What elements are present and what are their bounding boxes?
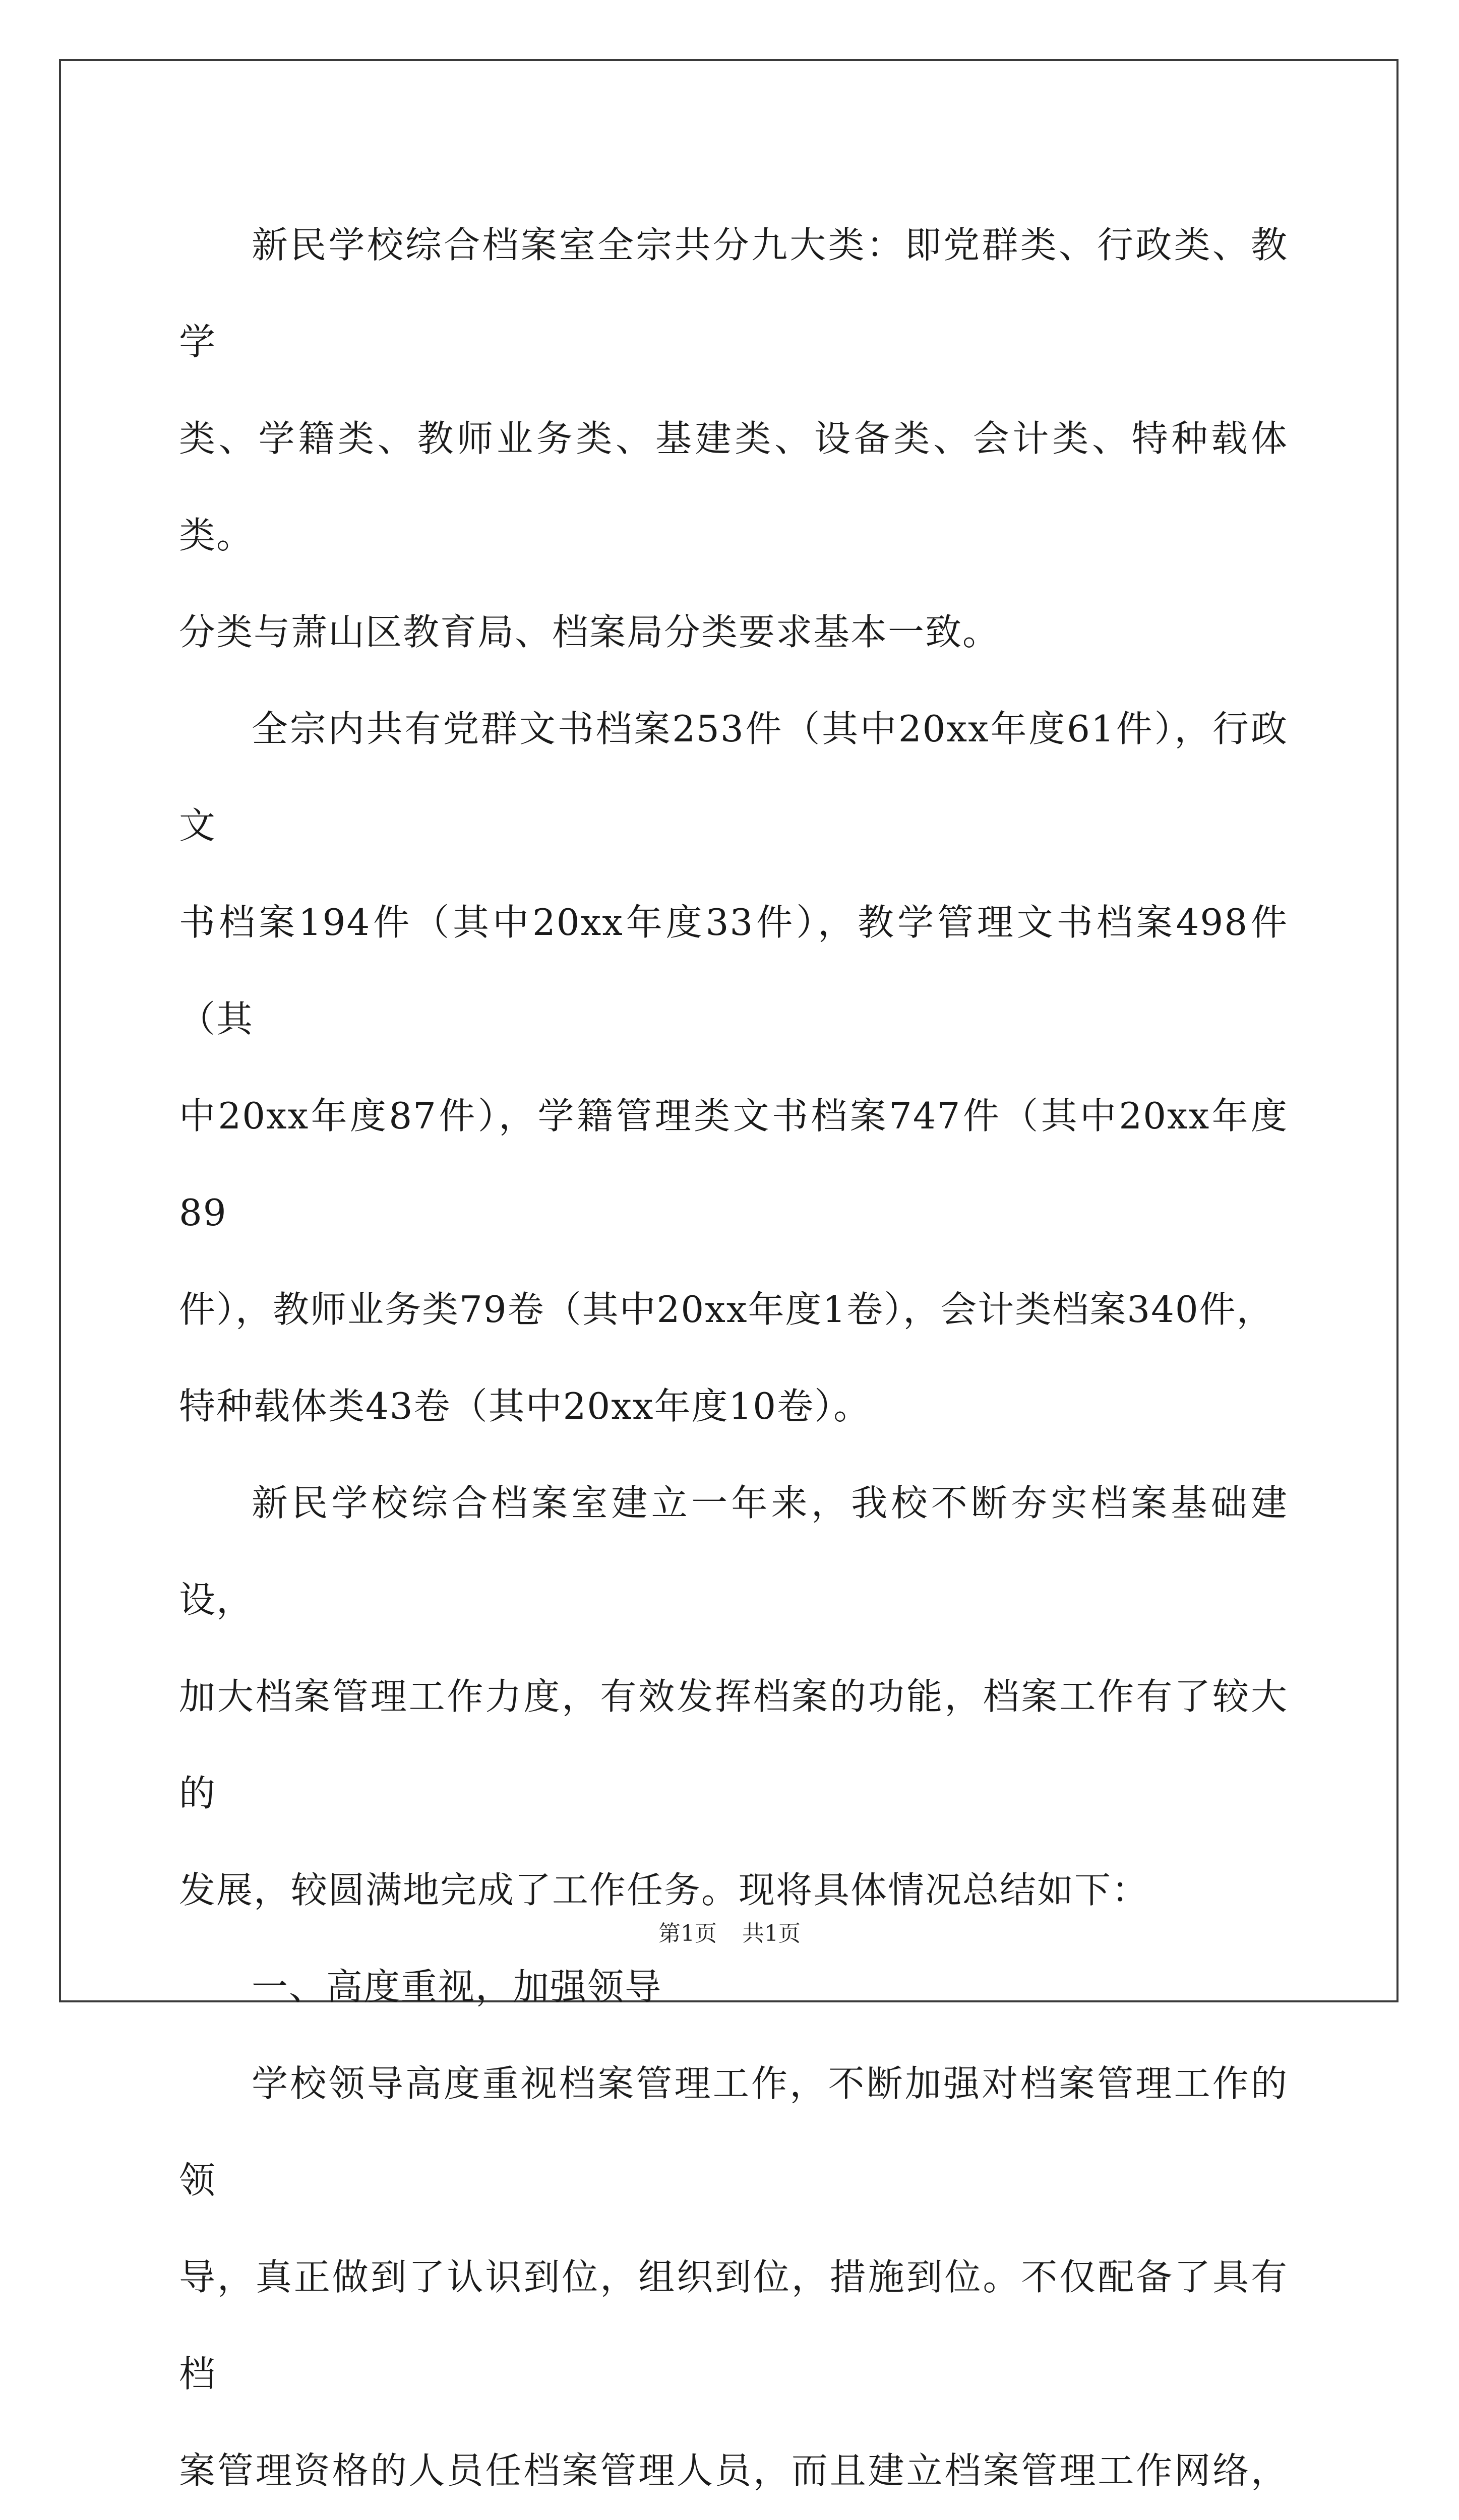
text-line: 书档案194件（其中20xx年度33件），教学管理文书档案498件（其 <box>179 901 1288 1040</box>
text-line: 特种载体类43卷（其中20xx年度10卷）。 <box>179 1385 871 1427</box>
text-line: 全宗内共有党群文书档案253件（其中20xx年度61件），行政文 <box>179 708 1288 847</box>
text-line: 类、学籍类、教师业务类、基建类、设备类、会计类、特种载体类。 <box>179 417 1288 556</box>
text-line: 中20xx年度87件），学籍管理类文书档案747件（其中20xx年度89 <box>179 1095 1288 1234</box>
section-heading <box>179 1938 1288 2035</box>
text-line: 导，真正做到了认识到位，组织到位，措施到位。不仅配备了具有档 <box>179 2256 1288 2395</box>
text-line: 发展，较圆满地完成了工作任务。现将具体情况总结如下： <box>179 1869 1149 1911</box>
page-number: 第1页 <box>658 1921 717 1946</box>
text-line: 学校领导高度重视档案管理工作，不断加强对档案管理工作的领 <box>179 2062 1288 2201</box>
document-body <box>179 197 1288 2520</box>
heading-text: 一、高度重视，加强领导 <box>252 1966 662 2008</box>
text-line: 加大档案管理工作力度，有效发挥档案的功能，档案工作有了较大的 <box>179 1675 1288 1814</box>
paragraph-leadership <box>179 2035 1288 2520</box>
text-line: 件），教师业务类79卷（其中20xx年度1卷），会计类档案340件， <box>179 1288 1274 1331</box>
paragraph-archive-counts <box>179 680 1288 1455</box>
text-line: 新民学校综合档案室全宗共分九大类：即党群类、行政类、教学 <box>179 224 1288 363</box>
page-total: 共1页 <box>742 1921 801 1946</box>
page-footer <box>0 1915 1459 1947</box>
paragraph-summary-intro <box>179 1455 1288 1938</box>
text-line: 新民学校综合档案室建立一年来，我校不断夯实档案基础建设， <box>179 1482 1288 1621</box>
paragraph-archive-categories <box>179 197 1288 680</box>
text-line: 分类与萧山区教育局、档案局分类要求基本一致。 <box>179 611 1000 653</box>
text-line: 案管理资格的人员任档案管理人员，而且建立档案管理工作网络， <box>179 2449 1288 2492</box>
